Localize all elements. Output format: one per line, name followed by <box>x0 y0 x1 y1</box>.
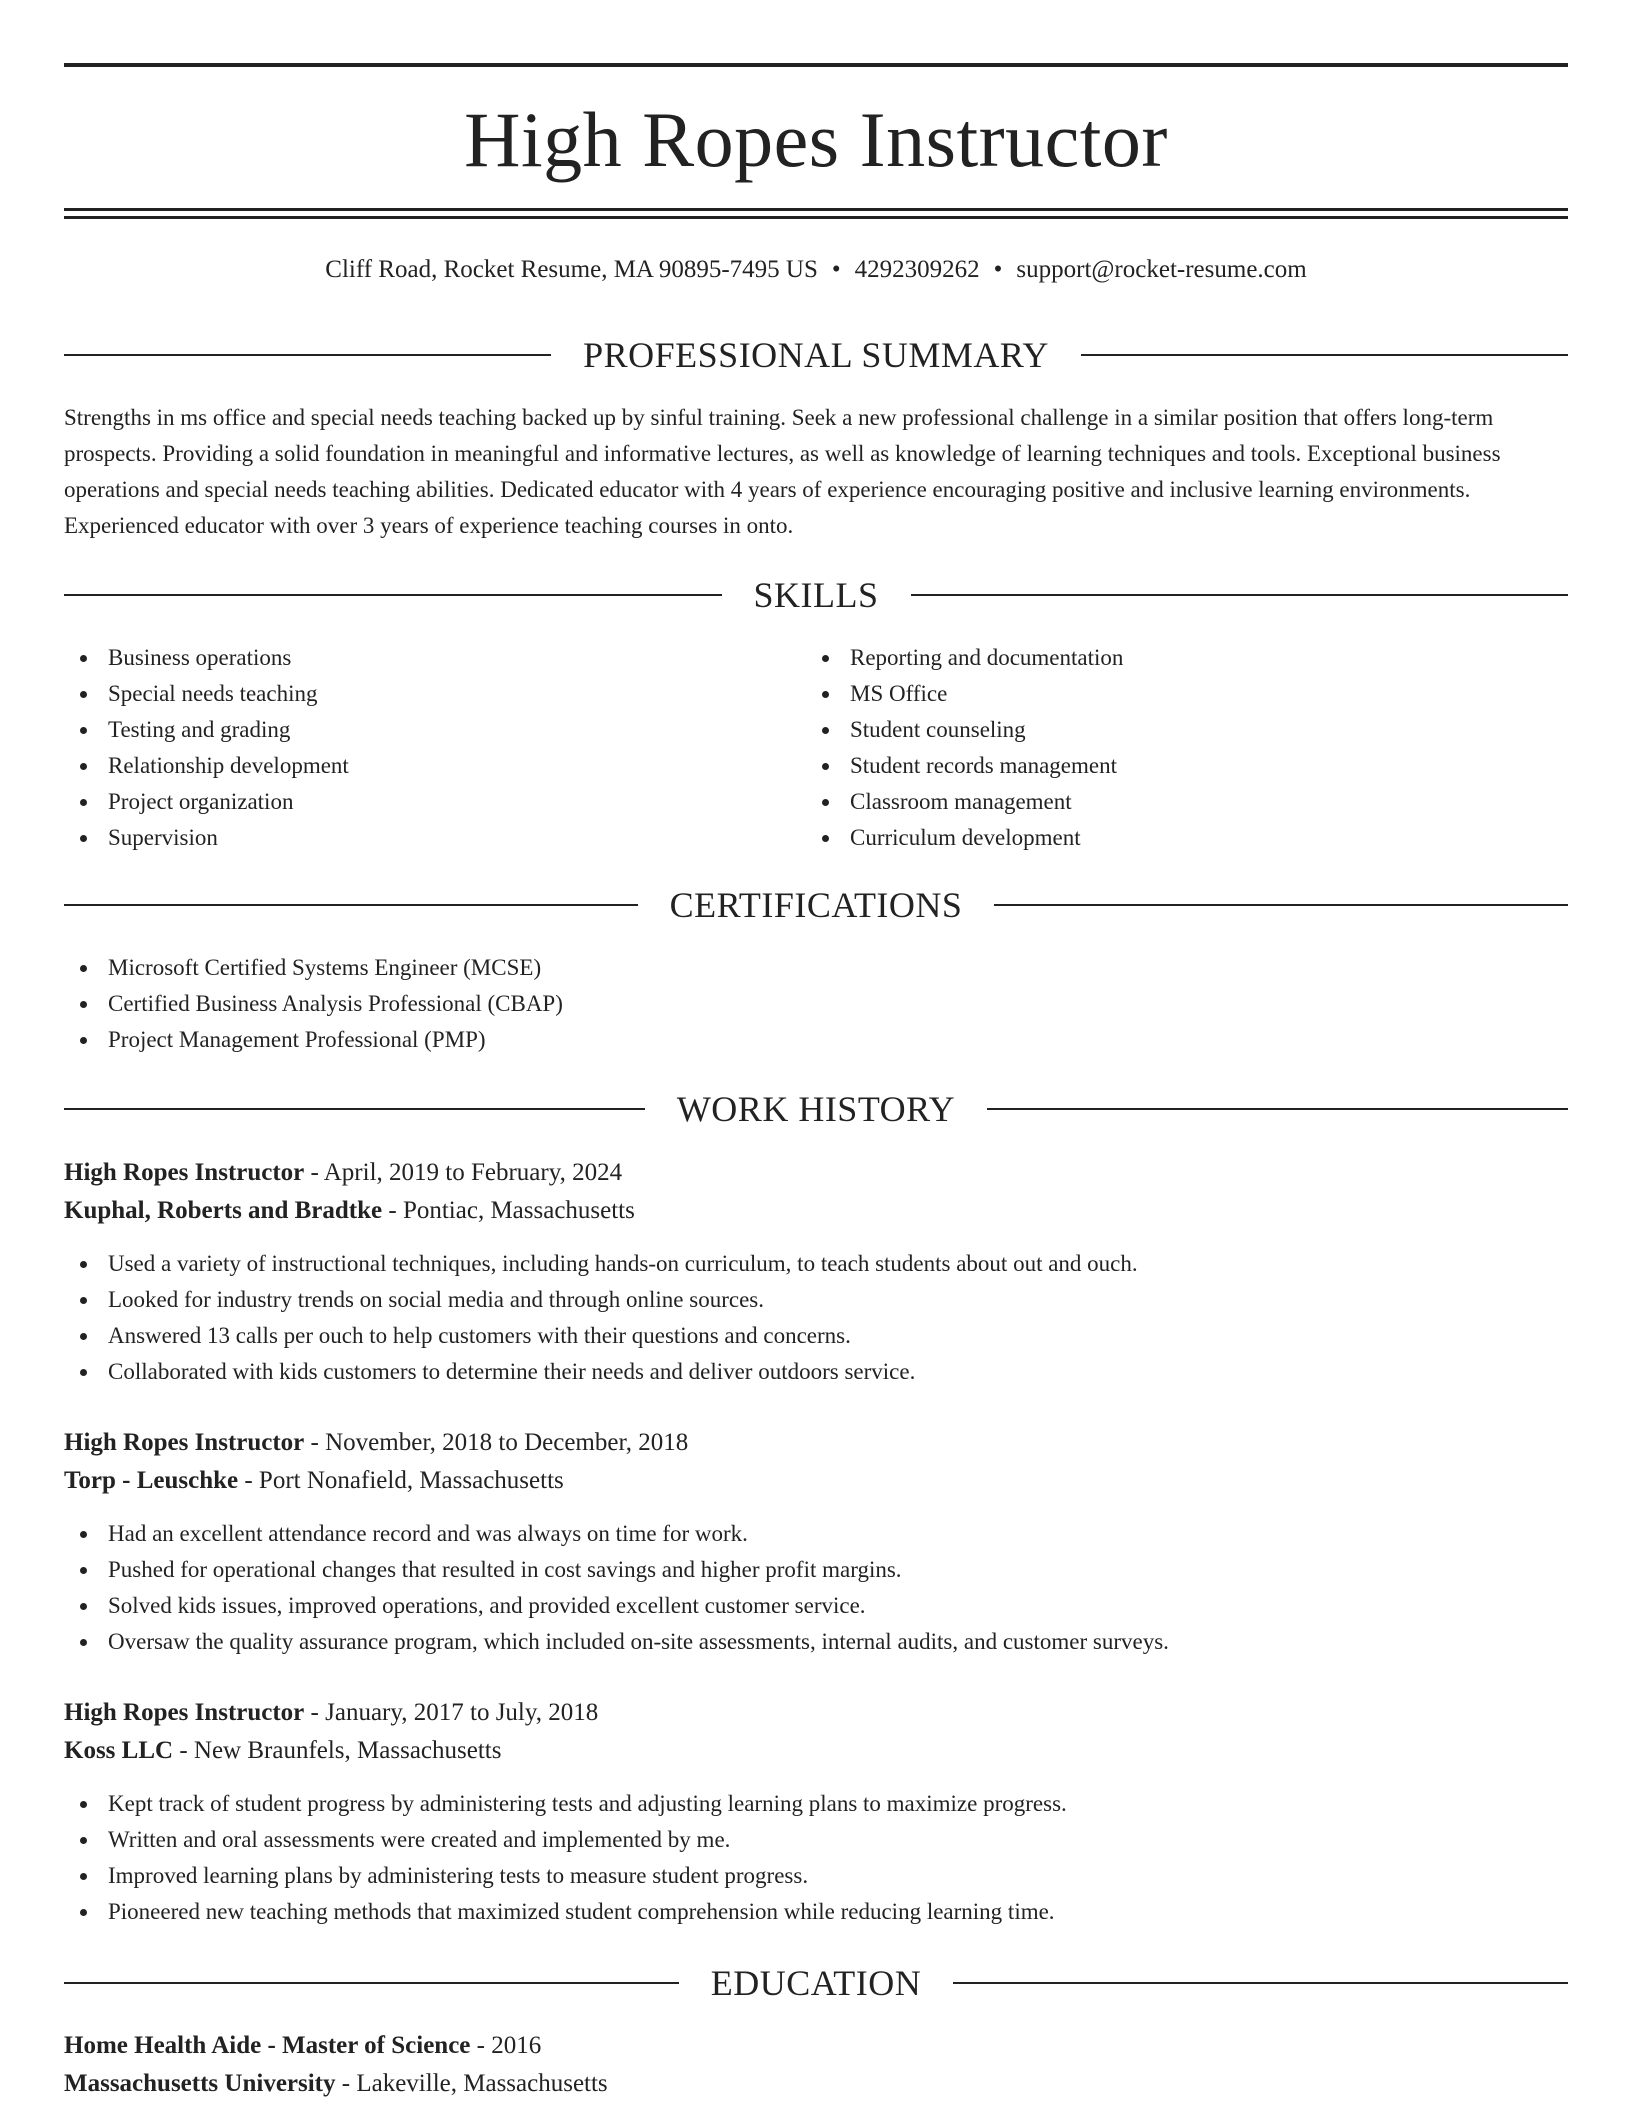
skill-item: Classroom management <box>806 784 1506 820</box>
job-role: High Ropes Instructor <box>64 1699 305 1726</box>
job-location: - Pontiac, Massachusetts <box>382 1197 635 1224</box>
skill-item: Reporting and documentation <box>806 640 1506 676</box>
job-bullet: Answered 13 calls per ouch to help customers with their questions and concerns. <box>64 1318 1568 1354</box>
education-heading <box>64 1961 1568 2005</box>
certification-item: Certified Business Analysis Professional (CBAP) <box>64 986 1064 1022</box>
job-bullet: Used a variety of instructional techniques, including hands-on curriculum, to teach students about out and ouch. <box>64 1246 1568 1282</box>
job-bullet: Kept track of student progress by administering tests and adjusting learning plans to maximize progress. <box>64 1786 1568 1822</box>
heading-rule <box>1081 354 1568 356</box>
heading-rule <box>994 904 1568 906</box>
skill-item: Business operations <box>64 640 764 676</box>
job-bullet: Pushed for operational changes that resulted in cost savings and higher profit margins. <box>64 1552 1568 1588</box>
section-title: CERTIFICATIONS <box>669 885 963 925</box>
skill-item: Student records management <box>806 748 1506 784</box>
skill-item: Supervision <box>64 820 764 856</box>
job-role: High Ropes Instructor <box>64 1159 305 1186</box>
job-entry <box>64 1154 1568 1390</box>
contact-address: Cliff Road, Rocket Resume, MA 90895-7495 US <box>325 256 818 283</box>
job-role: High Ropes Instructor <box>64 1429 305 1456</box>
contact-separator: • <box>831 256 841 283</box>
job-bullet: Oversaw the quality assurance program, which included on-site assessments, internal audits, and customer surveys. <box>64 1624 1568 1660</box>
job-bullet: Improved learning plans by administering tests to measure student progress. <box>64 1858 1568 1894</box>
job-location: - New Braunfels, Massachusetts <box>173 1737 502 1764</box>
education-entry <box>64 2027 1568 2103</box>
heading-rule <box>911 594 1569 596</box>
job-bullet: Collaborated with kids customers to determine their needs and deliver outdoors service. <box>64 1354 1568 1390</box>
work-history-heading <box>64 1087 1568 1131</box>
contact-separator: • <box>993 256 1003 283</box>
section-title: SKILLS <box>753 575 879 615</box>
skill-item: Testing and grading <box>64 712 764 748</box>
job-title-line <box>64 1154 1568 1192</box>
heading-rule <box>64 904 638 906</box>
heading-rule <box>953 1982 1568 1984</box>
heading-rule <box>64 1982 679 1984</box>
job-company-line <box>64 1462 1568 1500</box>
header-top-rule <box>64 63 1568 67</box>
contact-line <box>64 252 1568 288</box>
skill-item: MS Office <box>806 676 1506 712</box>
section-title: EDUCATION <box>710 1963 922 2003</box>
job-entry <box>64 1694 1568 1930</box>
job-dates: - April, 2019 to February, 2024 <box>304 1159 623 1186</box>
skill-item: Special needs teaching <box>64 676 764 712</box>
job-company: Torp - Leuschke <box>64 1467 239 1494</box>
job-title-line <box>64 1424 1568 1462</box>
job-entry <box>64 1424 1568 1660</box>
skill-item: Project organization <box>64 784 764 820</box>
certifications-heading <box>64 883 1568 927</box>
header-rule-1 <box>64 208 1568 211</box>
heading-rule <box>64 1108 645 1110</box>
skill-item: Curriculum development <box>806 820 1506 856</box>
section-title: PROFESSIONAL SUMMARY <box>583 335 1049 375</box>
job-bullet: Looked for industry trends on social media and through online sources. <box>64 1282 1568 1318</box>
heading-rule <box>987 1108 1568 1110</box>
heading-rule <box>64 354 551 356</box>
job-dates: - January, 2017 to July, 2018 <box>304 1699 599 1726</box>
skills-heading <box>64 573 1568 617</box>
skill-item: Relationship development <box>64 748 764 784</box>
certification-item: Project Management Professional (PMP) <box>64 1022 1064 1058</box>
education-degree-line <box>64 2027 1568 2065</box>
job-title-line <box>64 1694 1568 1732</box>
job-bullet: Had an excellent attendance record and was always on time for work. <box>64 1516 1568 1552</box>
job-location: - Port Nonafield, Massachusetts <box>238 1467 564 1494</box>
skills-right-column <box>806 640 1506 856</box>
job-company: Kuphal, Roberts and Bradtke <box>64 1197 383 1224</box>
skills-left-column <box>64 640 764 856</box>
job-company-line <box>64 1732 1568 1770</box>
job-company-line <box>64 1192 1568 1230</box>
resume-name: High Ropes Instructor <box>464 96 1168 183</box>
contact-phone: 4292309262 <box>854 256 980 283</box>
contact-email: support@rocket-resume.com <box>1016 256 1307 283</box>
job-bullet: Solved kids issues, improved operations, and provided excellent customer service. <box>64 1588 1568 1624</box>
job-company: Koss LLC <box>64 1737 174 1764</box>
education-location: - Lakeville, Massachusetts <box>335 2070 608 2097</box>
education-school-line <box>64 2065 1568 2103</box>
job-dates: - November, 2018 to December, 2018 <box>304 1429 689 1456</box>
job-bullet: Written and oral assessments were created and implemented by me. <box>64 1822 1568 1858</box>
education-school: Massachusetts University <box>64 2070 336 2097</box>
skill-item: Student counseling <box>806 712 1506 748</box>
summary-text: Strengths in ms office and special needs teaching backed up by sinful training. Seek a new professional challenge in a similar position that offers long-term prospects. Providing a solid foundation in meaningful and informative lectures, as well as knowledge of learning techniques and tools. Exceptional business operations and special needs teaching abilities. Dedicated educator with 4 years of experience encouraging positive and inclusive learning environments. Experienced educator with over 3 years of experience teaching courses in onto. <box>64 405 1501 538</box>
heading-rule <box>64 594 722 596</box>
education-year: - 2016 <box>470 2032 542 2059</box>
education-degree: Home Health Aide - Master of Science <box>64 2032 471 2059</box>
certifications-list <box>64 950 1064 1058</box>
section-title: WORK HISTORY <box>676 1089 956 1129</box>
header-rule-2 <box>64 216 1568 219</box>
summary-heading <box>64 333 1568 377</box>
job-bullet: Pioneered new teaching methods that maximized student comprehension while reducing learning time. <box>64 1894 1568 1930</box>
certification-item: Microsoft Certified Systems Engineer (MCSE) <box>64 950 1064 986</box>
